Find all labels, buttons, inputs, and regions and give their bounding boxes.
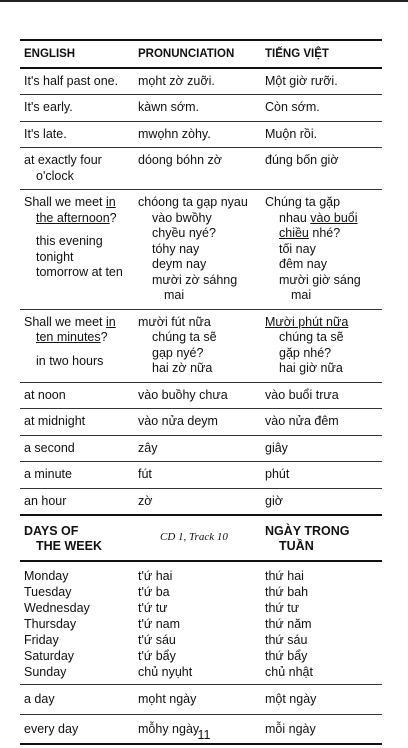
pronunciation-text: mọht zờ zuỡi.	[138, 73, 215, 88]
pronunciation-text: vào buồhy chưa	[138, 387, 228, 402]
days-title-line: NGÀY TRONG	[265, 524, 350, 538]
pronunciation-text: mọht ngày	[138, 692, 197, 706]
english-line	[24, 315, 138, 331]
pron-line: hai zờ nữa	[152, 361, 213, 375]
underlined-text: in	[105, 314, 116, 329]
vietnamese-text: Còn sớm.	[265, 100, 320, 114]
viet-line	[265, 226, 382, 242]
viet-line: đêm nay	[279, 257, 327, 271]
pronunciation-text: dóong bóhn zờ	[138, 153, 222, 167]
table-row	[20, 436, 382, 463]
header-pronunciation: PRONUNCIATION	[138, 48, 235, 60]
day-en: Monday	[24, 569, 69, 583]
page-number: 11	[197, 728, 211, 742]
day-vi: thứ năm	[265, 617, 312, 631]
vietnamese-text: vào buổi trưa	[265, 387, 339, 402]
days-header	[20, 516, 382, 562]
pronunciation-text: vào nửa deym	[138, 414, 218, 428]
underlined-text: in	[105, 195, 116, 209]
underlined-text: Mười phút nữa	[265, 314, 349, 329]
text-span: nhau	[279, 210, 311, 225]
vietnamese-text: đúng bốn giờ	[265, 153, 339, 167]
pron-line: chyều nyé?	[152, 226, 216, 240]
english-text: at noon	[24, 387, 66, 402]
table-row	[20, 69, 382, 96]
pron-line: vào bwồhy	[152, 210, 212, 225]
vietnamese-text: một ngày	[265, 692, 317, 706]
viet-line	[265, 211, 382, 227]
day-en: Friday	[24, 633, 59, 647]
table-row	[20, 489, 382, 517]
day-en: Wednesday	[24, 601, 90, 615]
day-pron: t'ứ hai	[138, 569, 173, 583]
table-row	[20, 409, 382, 436]
vietnamese-text: vào nửa đêm	[265, 414, 339, 428]
pron-line: gạp nyé?	[152, 345, 204, 360]
english-text: an hour	[24, 493, 67, 508]
day-vi: thứ hai	[265, 569, 304, 583]
viet-line: chúng ta sẽ	[279, 330, 344, 344]
day-pron: t'ứ sáu	[138, 633, 176, 647]
viet-line: Chúng ta gặp	[265, 195, 341, 209]
days-vietnamese	[265, 568, 382, 680]
pronunciation-text: zây	[138, 440, 158, 455]
pronunciation-text: kàwn sớm.	[138, 100, 199, 114]
english-text: It's half past one.	[24, 73, 119, 88]
day-pron: t'ứ ba	[138, 585, 170, 599]
days-title	[20, 524, 138, 554]
pronunciation-text	[138, 315, 265, 377]
viet-line: mai	[291, 288, 312, 302]
table-row	[20, 462, 382, 489]
underlined-text: chiều	[279, 226, 309, 240]
day-vi: thứ tư	[265, 601, 300, 615]
viet-line: gặp nhé?	[279, 345, 332, 360]
english-text: every day	[24, 721, 79, 736]
english-text: a minute	[24, 467, 72, 481]
viet-line: hai giờ nữa	[279, 361, 343, 375]
vietnamese-text: Một giờ rưỡi.	[265, 73, 338, 88]
english-text: a day	[24, 692, 55, 706]
pronunciation-text: mỗhy ngày	[138, 721, 200, 736]
vietnamese-text: mỗi ngày	[265, 721, 316, 736]
english-line: in two hours	[36, 353, 104, 368]
days-title-line: THE WEEK	[36, 539, 102, 553]
text-span: Shall we meet	[24, 314, 106, 329]
days-english	[20, 568, 138, 680]
underlined-text: ten minutes	[36, 330, 101, 344]
pronunciation-text: fút	[138, 467, 152, 481]
vietnamese-text: Muộn rồi.	[265, 126, 318, 141]
english-line	[24, 330, 138, 346]
text-span: ?	[100, 330, 108, 344]
pron-line: chúng ta sẽ	[152, 330, 217, 344]
days-pronunciation	[138, 568, 265, 680]
pron-line: mười fút nữa	[138, 314, 211, 329]
vietnamese-text	[265, 315, 382, 377]
table-header	[20, 41, 382, 69]
day-vi: thứ bah	[265, 585, 309, 599]
day-pron: t'ứ tư	[138, 601, 168, 615]
day-pron: t'ứ bẩy	[138, 649, 176, 663]
viet-line: mười giờ sáng	[279, 272, 361, 287]
table-row	[20, 310, 382, 383]
day-vi: chủ nhật	[265, 665, 313, 679]
english-line	[24, 195, 138, 211]
pronunciation-text: mwọhn zòhy.	[138, 126, 211, 141]
pronunciation-text: zờ	[138, 493, 153, 508]
english-line: o'clock	[36, 168, 74, 183]
english-line: at exactly four	[24, 153, 102, 167]
days-list	[20, 562, 382, 685]
cd-track-label: CD 1, Track 10	[160, 531, 228, 543]
day-en: Saturday	[24, 649, 75, 663]
table-row	[20, 383, 382, 410]
english-line: tomorrow at ten	[36, 265, 123, 279]
header-english: ENGLISH	[24, 48, 76, 60]
pron-line: mai	[164, 288, 185, 302]
table-row	[20, 122, 382, 149]
vietnamese-text	[265, 195, 382, 304]
days-title-line: TUẦN	[279, 539, 314, 553]
english-text	[20, 195, 138, 304]
english-text	[20, 153, 138, 184]
day-en: Thursday	[24, 617, 77, 631]
text-span: nhé?	[308, 226, 341, 240]
text-span: Shall we meet	[24, 195, 106, 209]
pronunciation-text	[138, 195, 265, 304]
day-en: Sunday	[24, 665, 67, 679]
english-line: this evening	[36, 234, 103, 248]
english-text: It's early.	[24, 100, 73, 114]
table-row	[20, 95, 382, 122]
vietnamese-text: giờ	[265, 493, 283, 508]
english-text: at midnight	[24, 414, 86, 428]
table-row	[20, 685, 382, 715]
viet-line: tối nay	[279, 241, 316, 256]
english-line: tonight	[36, 249, 74, 264]
pron-line: tóhy nay	[152, 241, 200, 256]
vietnamese-text: phút	[265, 467, 290, 481]
header-vietnamese: TIẾNG VIỆT	[265, 48, 329, 60]
underlined-text: the afternoon	[36, 210, 110, 225]
day-pron: chủ nyụht	[138, 665, 193, 679]
pron-line: deym nay	[152, 257, 207, 271]
pron-line: mười zờ sáhng	[152, 272, 238, 287]
day-en: Tuesday	[24, 585, 72, 599]
english-text: a second	[24, 440, 75, 455]
top-rule	[0, 0, 408, 2]
day-vi: thứ sáu	[265, 633, 308, 647]
day-vi: thứ bẩy	[265, 649, 308, 663]
days-title-line: DAYS OF	[24, 524, 79, 538]
table-row	[20, 148, 382, 190]
english-text: It's late.	[24, 126, 67, 141]
underlined-text: vào buổi	[310, 210, 358, 225]
day-pron: t'ứ nam	[138, 617, 181, 631]
vietnamese-text: giây	[265, 440, 288, 455]
pron-line: chóong ta gạp nyau	[138, 195, 248, 209]
english-text	[20, 315, 138, 377]
days-title-vietnamese	[265, 524, 382, 554]
english-line	[24, 211, 138, 227]
text-span: ?	[109, 210, 117, 225]
table-row	[20, 190, 382, 310]
phrase-table	[20, 39, 382, 745]
